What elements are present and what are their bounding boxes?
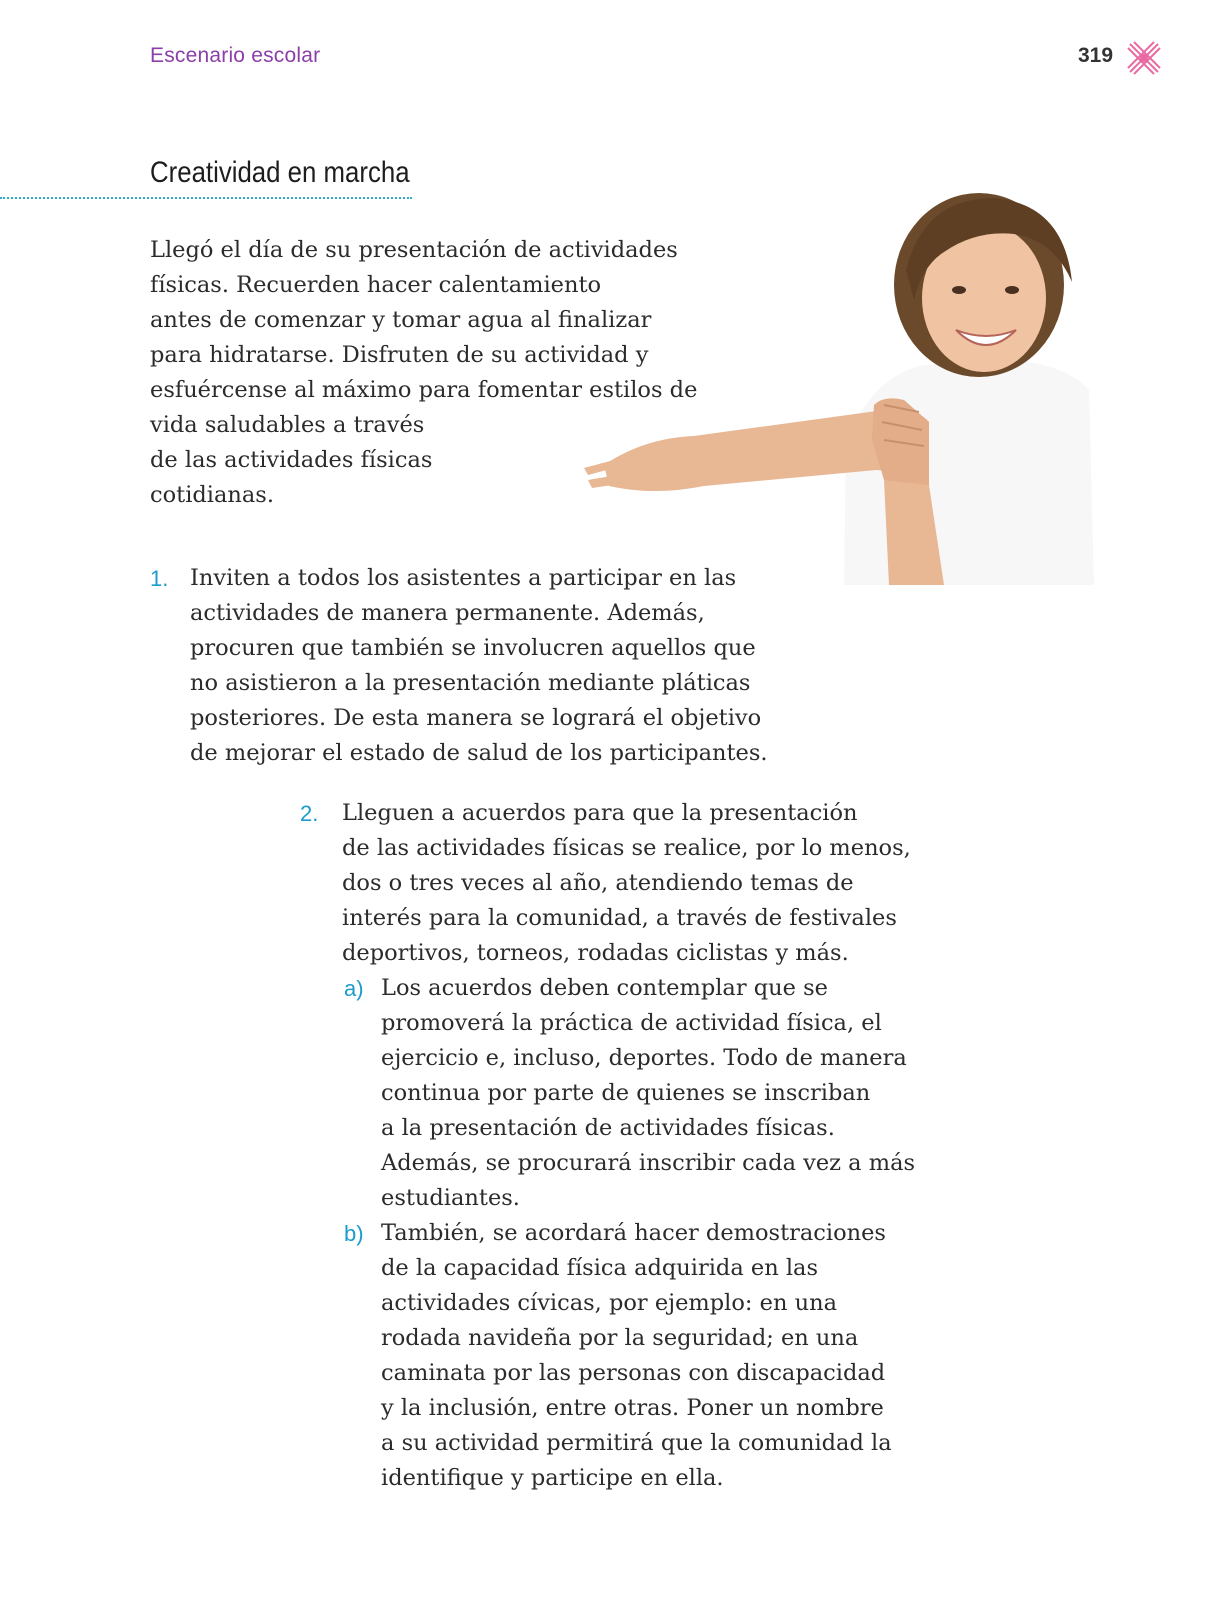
sub-letter: a) [344,976,364,1001]
sub-line: Además, se procurará inscribir cada vez a más [381,1150,916,1176]
sub-line: de la capacidad física adquirida en las [381,1255,819,1281]
item-line: interés para la comunidad, a través de festivales [342,905,897,931]
sub-line: También, se acordará hacer demostraciones [381,1220,886,1246]
item-line: actividades de manera permanente. Además, [190,600,705,626]
pink-cross-ornament-icon [1124,38,1164,78]
item-line: deportivos, torneos, rodadas ciclistas y más. [342,940,849,966]
item-line: Inviten a todos los asistentes a participar en las [190,565,737,591]
item-line: Lleguen a acuerdos para que la presentación [342,800,858,826]
sub-line: ejercicio e, incluso, deportes. Todo de manera [381,1045,907,1071]
intro-line: cotidianas. [150,482,275,508]
sub-line: actividades cívicas, por ejemplo: en una [381,1290,837,1316]
intro-line: Llegó el día de su presentación de actividades [150,237,678,263]
sub-line: a la presentación de actividades físicas. [381,1115,835,1141]
sub-line: caminata por las personas con discapacidad [381,1360,886,1386]
item-line: de las actividades físicas se realice, por lo menos, [342,835,911,861]
sub-line: rodada navideña por la seguridad; en una [381,1325,859,1351]
list-number: 1. [150,566,169,591]
intro-line: antes de comenzar y tomar agua al finalizar [150,307,652,333]
intro-line: esfuércense al máximo para fomentar estilos de [150,377,698,403]
item-line: no asistieron a la presentación mediante pláticas [190,670,751,696]
boy-stretching-photo [584,190,1104,585]
sub-letter: b) [344,1221,364,1246]
sub-line: estudiantes. [381,1185,520,1211]
section-title: Creatividad en marcha [150,156,410,189]
item-line: procuren que también se involucren aquellos que [190,635,756,661]
title-underline [0,197,412,199]
item-line: de mejorar el estado de salud de los participantes. [190,740,768,766]
page-number: 319 [1078,44,1114,67]
item-line: posteriores. De esta manera se logrará el objetivo [190,705,762,731]
sub-line: y la inclusión, entre otras. Poner un nombre [381,1395,884,1421]
intro-line: vida saludables a través [150,412,425,438]
sub-line: a su actividad permitirá que la comunidad la [381,1430,892,1456]
sub-line: promoverá la práctica de actividad física, el [381,1010,882,1036]
intro-line: para hidratarse. Disfruten de su actividad y [150,342,649,368]
sub-line: Los acuerdos deben contemplar que se [381,975,828,1001]
header-section-label: Escenario escolar [150,44,321,67]
sub-line: identifique y participe en ella. [381,1465,724,1491]
intro-line: de las actividades físicas [150,447,433,473]
item-line: dos o tres veces al año, atendiendo temas de [342,870,854,896]
intro-line: físicas. Recuerden hacer calentamiento [150,272,602,298]
list-number: 2. [300,801,319,826]
sub-line: continua por parte de quienes se inscriban [381,1080,871,1106]
